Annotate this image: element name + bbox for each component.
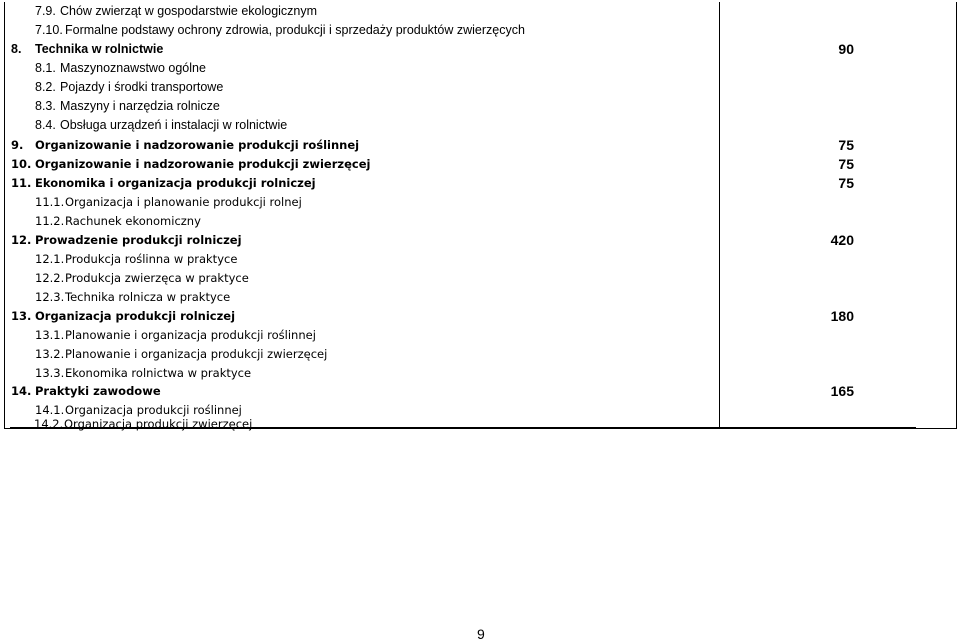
row-label: Praktyki zawodowe — [35, 384, 161, 398]
row-label: Ekonomika rolnictwa w praktyce — [65, 366, 252, 380]
row-number: 14. — [11, 384, 32, 398]
table-row — [5, 21, 956, 39]
row-label: Organizacja produkcji rolniczej — [35, 309, 236, 323]
row-label: Organizowanie i nadzorowanie produkcji roślinnej — [35, 138, 360, 152]
table-row — [5, 382, 956, 400]
row-number: 12. — [11, 233, 32, 247]
table-row — [5, 174, 956, 192]
table-row — [5, 155, 956, 173]
row-hours: 420 — [830, 232, 854, 248]
row-number: 12.3. — [35, 290, 65, 304]
row-label: Chów zwierząt w gospodarstwie ekologicznym — [60, 4, 318, 18]
row-number: 14.1. — [35, 403, 65, 417]
row-label: Planowanie i organizacja produkcji roślinnej — [65, 328, 316, 342]
table-row — [5, 97, 956, 115]
row-number: 14.2. — [34, 417, 64, 431]
row-label: Produkcja zwierzęca w praktyce — [65, 271, 249, 285]
row-number: 11.1. — [35, 195, 65, 209]
row-number: 11.2. — [35, 214, 65, 228]
row-label: Organizacja produkcji zwierzęcej — [64, 417, 253, 431]
row-number: 8. — [11, 42, 22, 56]
bottom-rule — [10, 427, 916, 428]
row-hours: 75 — [838, 137, 854, 153]
row-label: Technika w rolnictwie — [35, 42, 164, 56]
row-number: 10. — [11, 157, 32, 171]
row-hours: 75 — [838, 156, 854, 172]
row-number: 13.2. — [35, 347, 65, 361]
row-number: 8.2. — [35, 80, 56, 94]
row-number: 8.1. — [35, 61, 56, 75]
table-row — [5, 288, 956, 306]
row-label: Technika rolnicza w praktyce — [65, 290, 231, 304]
row-number: 12.2. — [35, 271, 65, 285]
row-number: 8.4. — [35, 118, 56, 132]
row-number: 9. — [11, 138, 24, 152]
row-label: Formalne podstawy ochrony zdrowia, produkcji i sprzedaży produktów zwierzęcych — [65, 23, 525, 37]
curriculum-table — [4, 2, 957, 429]
row-label: Produkcja roślinna w praktyce — [65, 252, 238, 266]
row-hours: 165 — [830, 383, 854, 399]
table-row — [5, 116, 956, 134]
table-row — [5, 231, 956, 249]
table-row — [5, 136, 956, 154]
row-number: 12.1. — [35, 252, 65, 266]
table-row — [5, 40, 956, 58]
row-number: 8.3. — [35, 99, 56, 113]
row-label: Rachunek ekonomiczny — [65, 214, 201, 228]
row-number: 13.1. — [35, 328, 65, 342]
table-row — [5, 250, 956, 268]
row-label: Pojazdy i środki transportowe — [60, 80, 224, 94]
table-row — [5, 345, 956, 363]
row-number: 11. — [11, 176, 32, 190]
row-hours: 180 — [830, 308, 854, 324]
table-row — [5, 193, 956, 211]
row-label: Maszyny i narzędzia rolnicze — [60, 99, 220, 113]
table-row — [5, 59, 956, 77]
row-label: Organizacja produkcji roślinnej — [65, 403, 242, 417]
row-label: Prowadzenie produkcji rolniczej — [35, 233, 242, 247]
table-row — [5, 326, 956, 344]
page-number: 9 — [477, 626, 485, 642]
row-hours: 90 — [838, 41, 854, 57]
row-label: Organizowanie i nadzorowanie produkcji zwierzęcej — [35, 157, 371, 171]
row-label: Obsługa urządzeń i instalacji w rolnictwie — [60, 118, 288, 132]
table-row — [5, 364, 956, 382]
table-row — [5, 2, 956, 20]
row-hours: 75 — [838, 175, 854, 191]
row-label: Ekonomika i organizacja produkcji rolniczej — [35, 176, 316, 190]
row-label: Organizacja i planowanie produkcji rolnej — [65, 195, 302, 209]
table-row — [4, 415, 704, 433]
table-row — [5, 269, 956, 287]
row-number: 7.9. — [35, 4, 56, 18]
table-row — [5, 212, 956, 230]
row-label: Maszynoznawstwo ogólne — [60, 61, 206, 75]
row-number: 13. — [11, 309, 32, 323]
row-number: 13.3. — [35, 366, 65, 380]
table-row — [5, 78, 956, 96]
table-row — [5, 307, 956, 325]
row-number: 7.10. — [35, 23, 63, 37]
row-label: Planowanie i organizacja produkcji zwierzęcej — [65, 347, 328, 361]
